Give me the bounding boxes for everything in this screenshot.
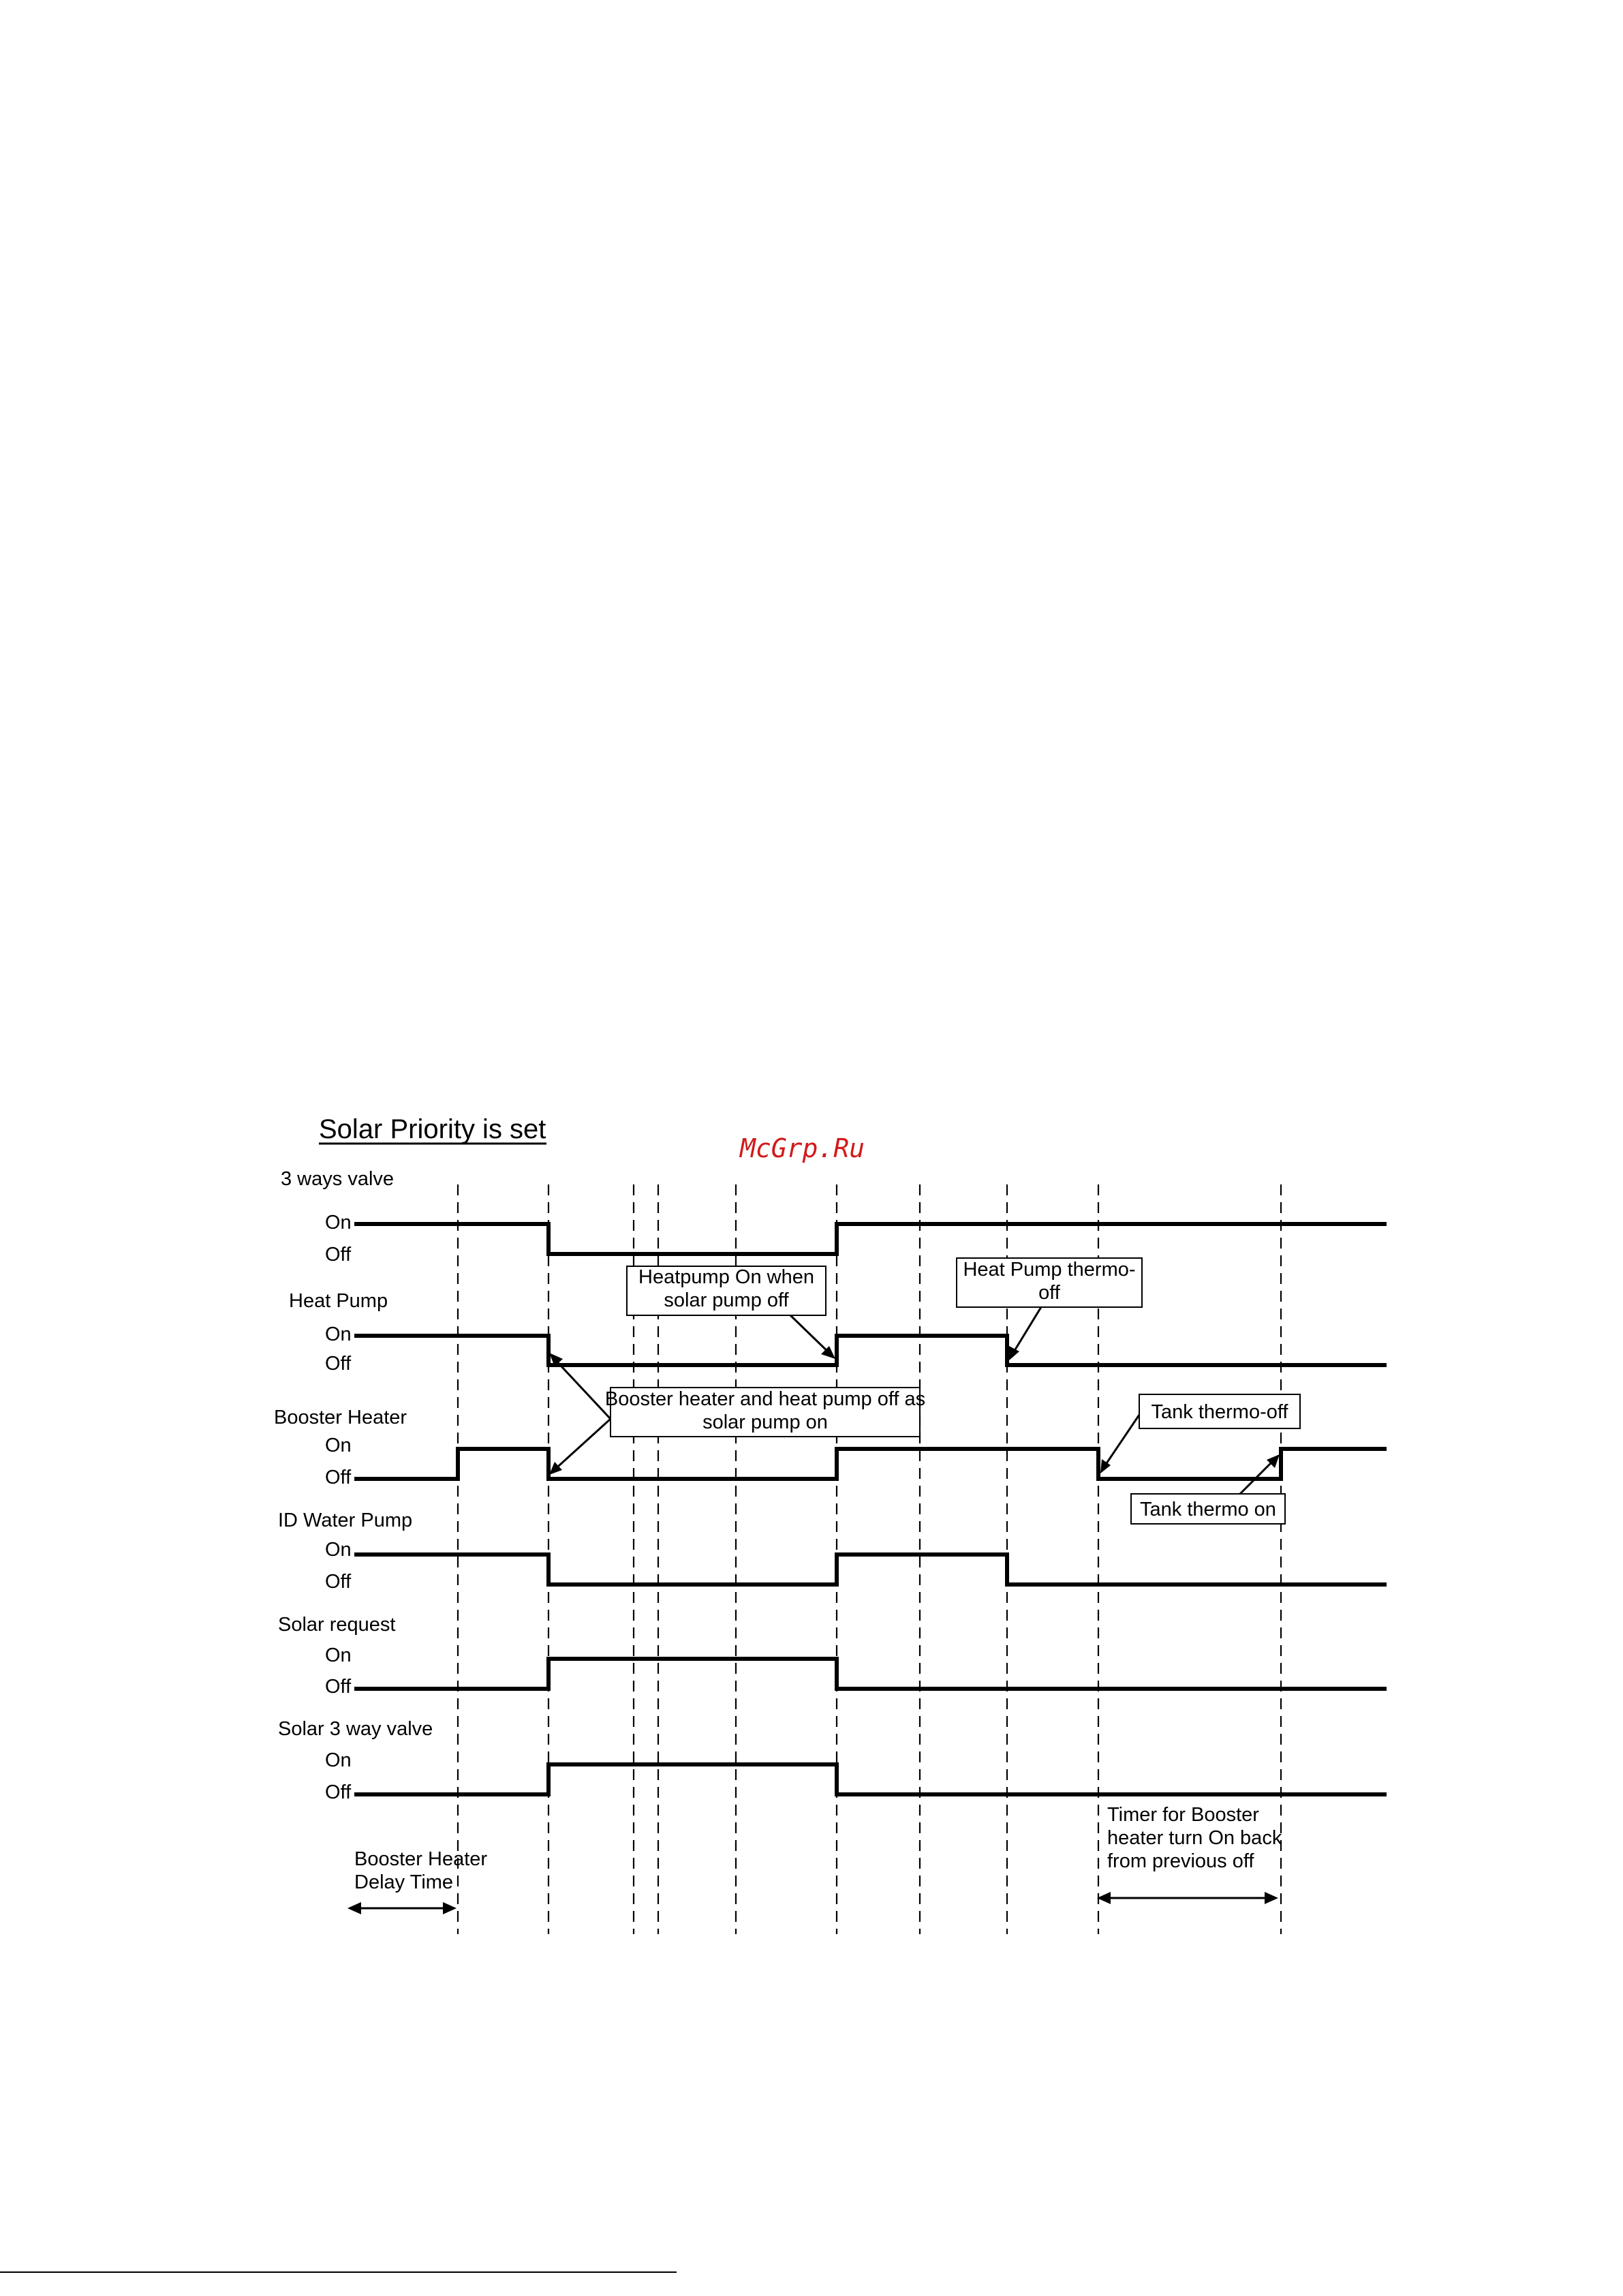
annotation-booster-delay bbox=[347, 1848, 487, 1914]
waveform bbox=[354, 1659, 1387, 1689]
annotation-line: Tank thermo on bbox=[1140, 1499, 1276, 1520]
annotation-line: Heat Pump thermo- bbox=[963, 1259, 1136, 1281]
annotation-line: heater turn On back bbox=[1107, 1827, 1282, 1849]
signal-name: ID Water Pump bbox=[278, 1510, 413, 1531]
signal-3-ways-valve bbox=[281, 1168, 1387, 1266]
annotation-arrow bbox=[1011, 1307, 1041, 1356]
annotation-line: Delay Time bbox=[354, 1871, 454, 1893]
state-off-label: Off bbox=[325, 1467, 352, 1488]
state-on-label: On bbox=[325, 1212, 352, 1234]
annotation-tank-thermo-on bbox=[1131, 1454, 1285, 1524]
annotation-line: from previous off bbox=[1107, 1850, 1254, 1872]
state-on-label: On bbox=[325, 1644, 352, 1666]
diagram-title: Solar Priority is set bbox=[319, 1114, 546, 1144]
annotation-line: solar pump off bbox=[664, 1289, 789, 1311]
arrowhead bbox=[347, 1902, 361, 1914]
annotation-booster-hp-off bbox=[549, 1353, 925, 1475]
signal-solar-request bbox=[278, 1614, 1387, 1698]
waveform bbox=[354, 1449, 1387, 1479]
annotation-line: Heatpump On when bbox=[638, 1266, 814, 1288]
annotation-line: off bbox=[1038, 1282, 1060, 1304]
annotation-line: solar pump on bbox=[702, 1411, 828, 1433]
state-off-label: Off bbox=[325, 1676, 352, 1698]
waveform bbox=[354, 1336, 1387, 1365]
state-on-label: On bbox=[325, 1323, 352, 1345]
annotation-heatpump-thermo-off bbox=[957, 1258, 1142, 1360]
signal-name: Heat Pump bbox=[289, 1290, 388, 1312]
watermark: McGrp.Ru bbox=[740, 1133, 865, 1163]
arrowhead bbox=[1009, 1346, 1019, 1360]
state-on-label: On bbox=[325, 1435, 352, 1456]
annotation-line: Booster Heater bbox=[354, 1848, 488, 1870]
annotation-line: Tank thermo-off bbox=[1151, 1401, 1288, 1423]
state-off-label: Off bbox=[325, 1571, 352, 1593]
waveform bbox=[354, 1555, 1387, 1585]
annotation-arrow bbox=[552, 1419, 610, 1472]
waveform bbox=[354, 1224, 1387, 1254]
signal-name: 3 ways valve bbox=[281, 1168, 395, 1190]
state-on-label: On bbox=[325, 1539, 352, 1561]
signal-solar-3-way-valve bbox=[278, 1718, 1387, 1803]
state-off-label: Off bbox=[325, 1244, 352, 1266]
arrowhead bbox=[1265, 1892, 1278, 1904]
annotation-line: Timer for Booster bbox=[1107, 1804, 1259, 1826]
annotation-timer-booster bbox=[1097, 1804, 1282, 1904]
signal-name: Booster Heater bbox=[274, 1407, 407, 1428]
state-off-label: Off bbox=[325, 1781, 352, 1803]
annotation-line: Booster heater and heat pump off as bbox=[604, 1388, 926, 1410]
signal-name: Solar 3 way valve bbox=[278, 1718, 433, 1740]
arrowhead bbox=[443, 1902, 457, 1914]
annotation-arrow bbox=[1102, 1415, 1139, 1469]
signal-name: Solar request bbox=[278, 1614, 396, 1636]
state-off-label: Off bbox=[325, 1353, 352, 1375]
signal-heat-pump bbox=[289, 1290, 1387, 1375]
state-on-label: On bbox=[325, 1749, 352, 1771]
waveform bbox=[354, 1764, 1387, 1794]
